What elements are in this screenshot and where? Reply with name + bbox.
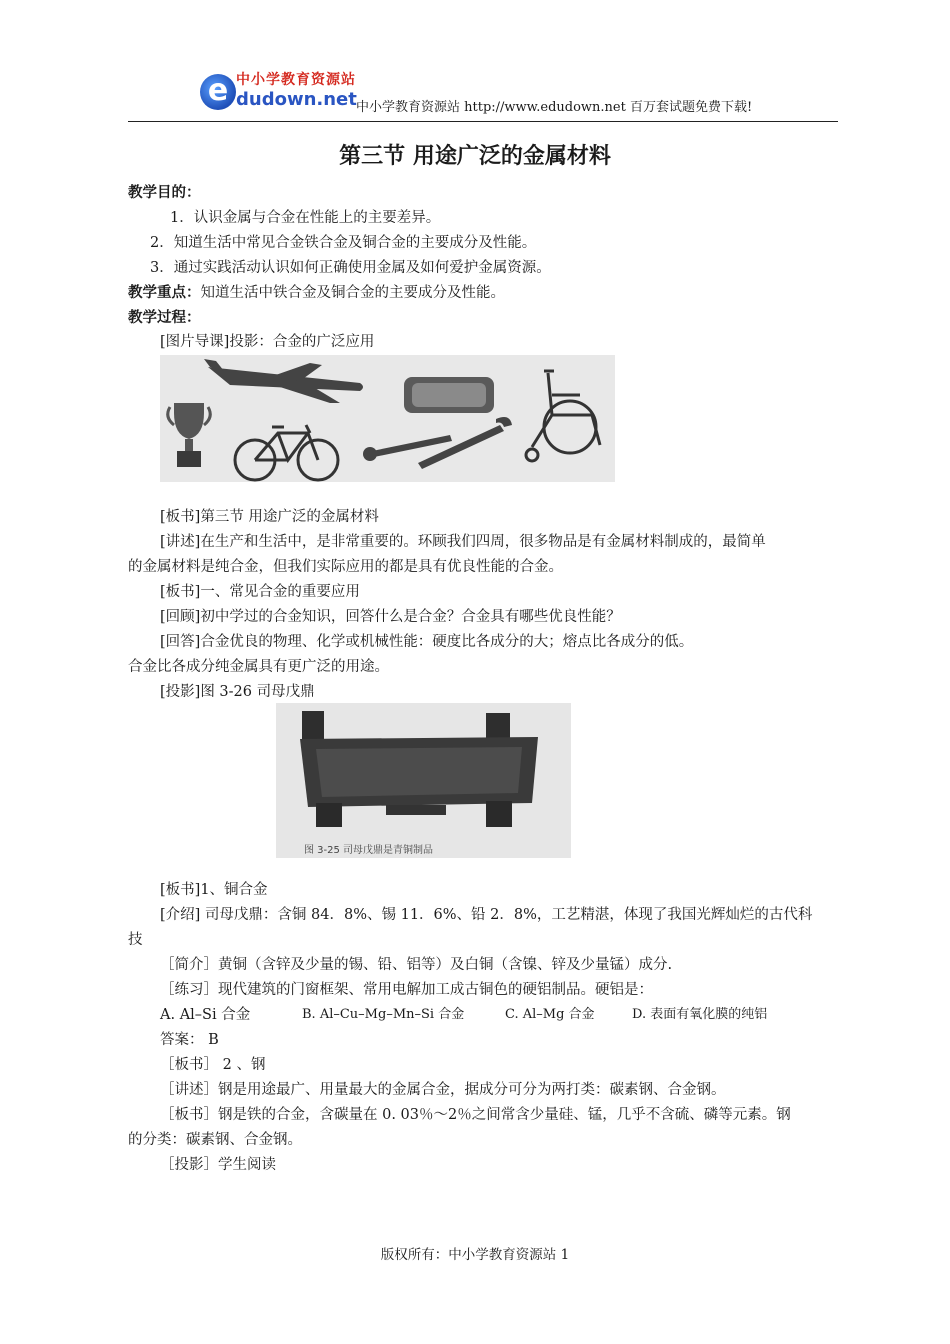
header-text: 中小学教育资源站 http://www.edudown.net 百万套试题免费下载! [356, 100, 753, 115]
intro-line: [图片导课]投影：合金的广泛应用 [160, 334, 375, 350]
figure-caption: 图 3-25 司母戊鼎是青铜制品 [304, 845, 434, 856]
key-point-line [128, 283, 505, 303]
goal-item-3: 3．通过实践活动认识如何正确使用金属及如何爱护金属资源。 [150, 260, 551, 276]
projection-line: [投影]图 3-26 司母戊鼎 [160, 684, 315, 700]
board-note-copper: [板书]1、铜合金 [160, 882, 268, 898]
metal-lid-icon [404, 377, 494, 413]
option-a: A. Al–Si 合金 [160, 1007, 251, 1023]
goal-item-2: 2．知道生活中常见合金铁合金及铜合金的主要成分及性能。 [150, 235, 537, 251]
key-point-text: 知道生活中铁合金及铜合金的主要成分及性能。 [200, 285, 505, 301]
simuwu-ding-figure [276, 703, 571, 858]
review-line: [回顾]初中学过的合金知识，回答什么是合金？合金具有哪些优良性能？ [160, 609, 621, 625]
answer-key: 答案： B [160, 1032, 219, 1048]
option-d: D. 表面有氧化膜的纯铝 [632, 1007, 768, 1022]
trophy-icon [168, 403, 211, 467]
goal-item-1: 1．认识金属与合金在性能上的主要差异。 [170, 210, 441, 226]
option-b: B. Al–Cu–Mg–Mn–Si 合金 [302, 1007, 465, 1022]
narration-steel: ［讲述］钢是用途最广、用量最大的金属合金，据成分可分为两打类：碳素钢、合金钢。 [160, 1082, 726, 1098]
narration-line-2: 的金属材料是纯合金，但我们实际应用的都是具有优良性能的合金。 [128, 559, 563, 575]
wrench-icon [363, 417, 512, 469]
site-logo[interactable] [200, 70, 360, 114]
logo-english-text: dudown.net [236, 89, 357, 110]
exercise-line: ［练习］现代建筑的门窗框架、常用电解加工成古铜色的硬铝制品。硬铝是： [160, 982, 653, 998]
page-header [128, 62, 838, 122]
page-footer: 版权所有：中小学教育资源站 1 [380, 1247, 570, 1263]
intro-ding-line-2: 技 [128, 932, 143, 948]
board-note-section: [板书]第三节 用途广泛的金属材料 [160, 509, 379, 525]
document-title: 第三节 用途广泛的金属材料 [339, 144, 611, 169]
logo-e-icon: e [200, 74, 236, 110]
steel-classification: 的分类：碳素钢、合金钢。 [128, 1132, 302, 1148]
brief-line: ［简介］黄铜（含锌及少量的锡、铅、铝等）及白铜（含镍、锌及少量锰）成分. [160, 957, 673, 973]
intro-ding-line-1: [介绍] 司母戊鼎：含铜 84．8%、锡 11．6%、铅 2．8%，工艺精湛，体现了我国光辉灿烂的古代科 [160, 907, 813, 923]
process-label: 教学过程： [128, 310, 201, 326]
airplane-icon [204, 359, 363, 403]
answer-line-2: 合金比各成分纯金属具有更广泛的用途。 [128, 659, 389, 675]
wheelchair-icon [526, 371, 600, 461]
alloy-applications-figure [160, 355, 615, 482]
board-note-alloy: [板书]一、常见合金的重要应用 [160, 584, 360, 600]
option-c: C. Al–Mg 合金 [505, 1007, 595, 1022]
bicycle-icon [235, 425, 338, 480]
board-note-steel-detail: ［板书］钢是铁的合金，含碳量在 0. 03％～2％之间常含少量硅、锰，几乎不含硫、磷等元素。钢 [160, 1107, 791, 1123]
logo-chinese-text: 中小学教育资源站 [236, 72, 356, 88]
teaching-goal-label: 教学目的： [128, 185, 201, 201]
key-point-label: 教学重点： [128, 285, 201, 301]
board-note-steel: ［板书］ 2 、钢 [160, 1057, 266, 1073]
bronze-ding-icon [300, 711, 538, 827]
projection-reading: ［投影］学生阅读 [160, 1157, 276, 1173]
narration-line-1: [讲述]在生产和生活中，是非常重要的。环顾我们四周，很多物品是有金属材料制成的，最简单 [160, 534, 766, 550]
answer-line-1: [回答]合金优良的物理、化学或机械性能：硬度比各成分的大；熔点比各成分的低。 [160, 634, 694, 650]
